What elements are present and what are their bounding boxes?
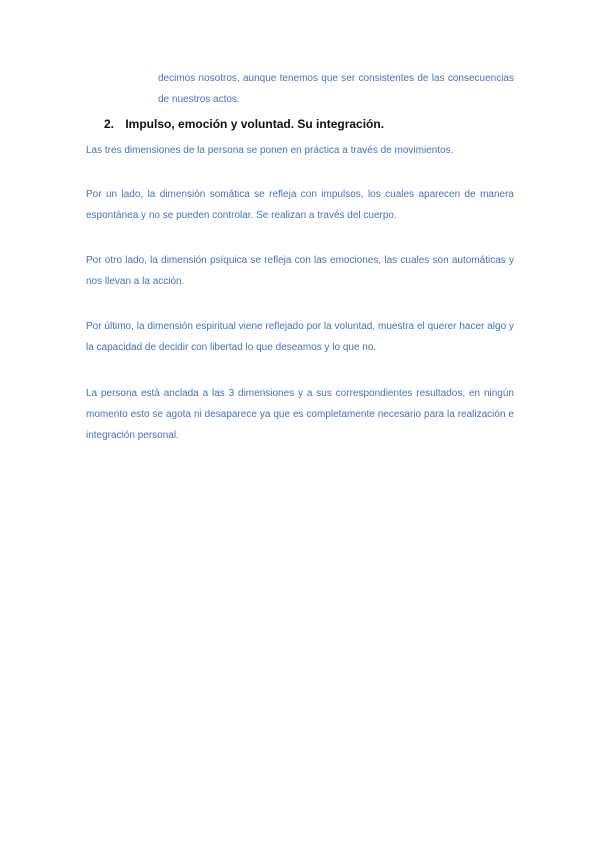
- paragraph-conclusion: La persona está anclada a las 3 dimensiones y a sus correspondientes resultados, en ningún momento esto se agota ni desaparece ya que es completamente necesario para la realización e integración personal.: [86, 388, 514, 441]
- section-number: 2.: [104, 117, 115, 131]
- section-heading: [104, 114, 524, 134]
- paragraph-psychic: Por otro lado, la dimensión psíquica se refleja con las emociones, las cuales son automáticas y nos llevan a la acción.: [86, 255, 514, 287]
- paragraph-intro: Las tres dimensiones de la persona se ponen en práctica a través de movimientos.: [86, 145, 454, 156]
- continued-list-text: decimos nosotros, aunque tenemos que ser consistentes de las consecuencias de nuestros actos.: [158, 73, 514, 105]
- paragraph-somatic: Por un lado, la dimensión somática se refleja con impulsos, los cuales aparecen de manera espontánea y no se pueden controlar. Se realizan a través del cuerpo.: [86, 189, 514, 221]
- section-title: Impulso, emoción y voluntad. Su integración.: [125, 117, 385, 131]
- paragraph-spiritual: Por último, la dimensión espiritual viene reflejado por la voluntad, muestra el querer hacer algo y la capacidad de decidir con libertad lo que deseamos y lo que no.: [86, 321, 514, 353]
